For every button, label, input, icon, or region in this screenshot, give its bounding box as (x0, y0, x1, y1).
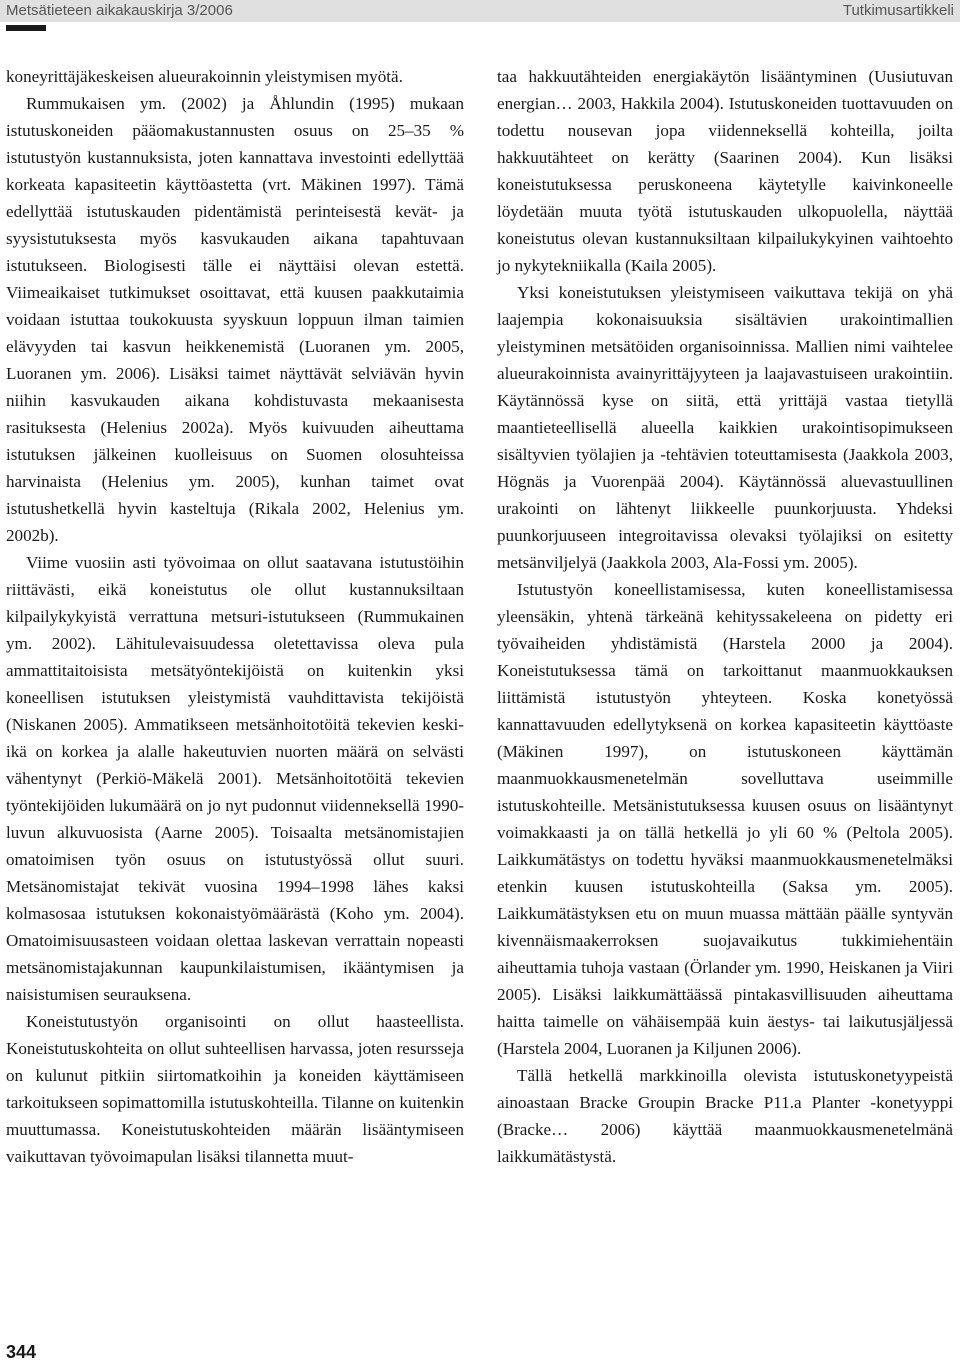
running-head (0, 0, 960, 22)
paragraph: koneyrittäjäkeskeisen alueurakoinnin yleistymisen myötä. (6, 67, 403, 86)
text-column-right (497, 63, 953, 1170)
text-column-left (6, 63, 464, 1170)
paragraph: Koneistutustyön organisointi on ollut haasteellista. Koneistutuskohteita on ollut suhteellisen harvassa, joten resursseja on kulunut pitkiin siirtomatkoihin ja koneiden käyttämiseen tarkoitukseen sopimattomilla istutuskohteilla. Tilanne on kuitenkin muuttumassa. Koneistutuskohteiden määrän lisääntymiseen vaikuttavan työvoimapulan lisäksi tilannetta muut- (6, 1012, 464, 1166)
paragraph: Istutustyön koneellistamisessa, kuten koneellistamisessa yleensäkin, yhtenä tärkeänä kehityssakeleena on pidetty eri työvaiheiden yhdistämistä (Harstela 2000 ja 2004). Koneistutuksessa tämä on tarkoittanut maanmuokkauksen liittämistä istutustyön yhteyteen. Koska konetyössä kannattavuuden edellytyksenä on korkea kapasiteetin käyttöaste (Mäkinen 1997), on istutuskoneen käyttämän maanmuokkausmenetelmän sovelluttava useimmille istutuskohteille. Metsänistutuksessa kuusen osuus on lisääntynyt voimakkaasti ja on tällä hetkellä jo yli 60 % (Peltola 2005). Laikkumätästys on todettu hyväksi maanmuokkausmenetelmäksi etenkin kuusen istutuskohteilla (Saksa ym. 2005). Laikkumätästyksen etu on muun muassa mättään päälle syntyvän kivennäismaakerroksen suojavaikutus tukkimiehentäin aiheuttamia tuhoja vastaan (Örlander ym. 1990, Heiskanen ja Viiri 2005). Lisäksi laikkumättäässä pintakasvillisuuden aiheuttama haitta taimelle on vähäisempää kuin äestys- tai laikutusjäljessä (Harstela 2004, Luoranen ja Kiljunen 2006). (497, 580, 953, 1058)
paragraph: Yksi koneistutuksen yleistymiseen vaikuttava tekijä on yhä laajempia kokonaisuuksia sisältävien urakointimallien yleistyminen metsätöiden organisoinnissa. Mallien nimi vaihtelee alueurakoinnista avainyrittäjyyteen ja laajavastuiseen urakointiin. Käytännössä kyse on siitä, että yrittäjä vastaa tietyllä maantieteellisellä alueella kaikkien urakointisopimukseen sisältyvien työlajien ja -tehtävien toteuttamisesta (Jaakkola 2003, Högnäs ja Vuorenpää 2004). Käytännössä aluevastuullinen urakointi on lähtenyt liikkeelle puunkorjuusta. Yhdeksi puunkorjuuseen integroitavissa olevaksi työlajiksi on esitetty metsänviljelyä (Jaakkola 2003, Ala-Fossi ym. 2005). (497, 283, 953, 572)
paragraph: Tällä hetkellä markkinoilla olevista istutuskonetyypeistä ainoastaan Bracke Groupin Bracke P11.a Planter -konetyyppi (Bracke… 2006) käyttää maanmuokkausmenetelmänä laikkumätästystä. (497, 1066, 953, 1166)
paragraph: Rummukaisen ym. (2002) ja Åhlundin (1995) mukaan istutuskoneiden pääomakustannusten osuus on 25–35 % istutustyön kustannuksista, joten kannattava investointi edellyttää korkeata kapasiteetin käyttöastetta (vrt. Mäkinen 1997). Tämä edellyttää istutuskauden pidentämistä perinteisestä kevät- ja syysistutuksesta myös kasvukauden aikana tapahtuvaan istutukseen. Biologisesti tälle ei näyttäisi olevan estettä. Viimeaikaiset tutkimukset osoittavat, että kuusen paakkutaimia voidaan istuttaa toukokuusta syyskuun loppuun ilman taimien elävyyden tai kasvun heikkenemistä (Luoranen ym. 2005, Luoranen ym. 2006). Lisäksi taimet näyttävät selviävän hyvin niihin kasvukauden aikana kohdistuvasta mekaanisesta rasituksesta (Helenius 2002a). Myös kuivuuden aiheuttama istutuksen jälkeinen kuolleisuus on Suomen olosuhteissa harvinaista (Helenius ym. 2005), kunhan taimet ovat istutushetkellä hyvin kasteltuja (Rikala 2002, Helenius ym. 2002b). (6, 94, 464, 545)
paragraph: taa hakkuutähteiden energiakäytön lisääntyminen (Uusiutuvan energian… 2003, Hakkila 2004). Istutuskoneiden tuottavuuden on todettu nousevan jopa viidenneksellä kohteilla, joilta hakkuutähteet on kerätty (Saarinen 2004). Kun lisäksi koneistutuksessa peruskoneena käytetylle kaivinkoneelle löydetään muuta työtä istutuskauden ulkopuolella, näyttää koneistutus olevan kustannuksiltaan kilpailukykyinen vaihtoehto jo nykytekniikalla (Kaila 2005). (497, 67, 953, 275)
paragraph: Viime vuosiin asti työvoimaa on ollut saatavana istutustöihin riittävästi, eikä koneistutus ole ollut kustannuksiltaan kilpailykykyistä verrattuna metsuri-istutukseen (Rummukainen ym. 2002). Lähitulevaisuudessa oletettavissa oleva pula ammattitaitoisista metsätyöntekijöistä on kuitenkin yksi koneellisen istutuksen yleistymistä vauhdittavista tekijöistä (Niskanen 2005). Ammatikseen metsänhoitotöitä tekevien keski-ikä on korkea ja alalle hakeutuvien nuorten määrä on selvästi vähentynyt (Perkiö-Mäkelä 2001). Metsänhoitotöitä tekevien työntekijöiden lukumäärä on jo nyt pudonnut viidenneksellä 1990-luvun alkuvuosista (Aarne 2005). Toisaalta metsänomistajien omatoimisen työn osuus on istutustyössä ollut suuri. Metsänomistajat tekivät vuosina 1994–1998 lähes kaksi kolmasosaa istutuksen kokonaistyömäärästä (Koho ym. 2004). Omatoimisuusasteen voidaan olettaa laskevan verrattain nopeasti metsänomistajakunnan kaupunkilaistumisen, ikääntymisen ja naisistumisen seurauksena. (6, 553, 464, 1004)
page-number: 344 (6, 1342, 37, 1362)
article-section: Tutkimusartikkeli (842, 2, 954, 19)
header-rule (6, 25, 46, 31)
journal-title: Metsätieteen aikakauskirja 3/2006 (6, 2, 233, 19)
